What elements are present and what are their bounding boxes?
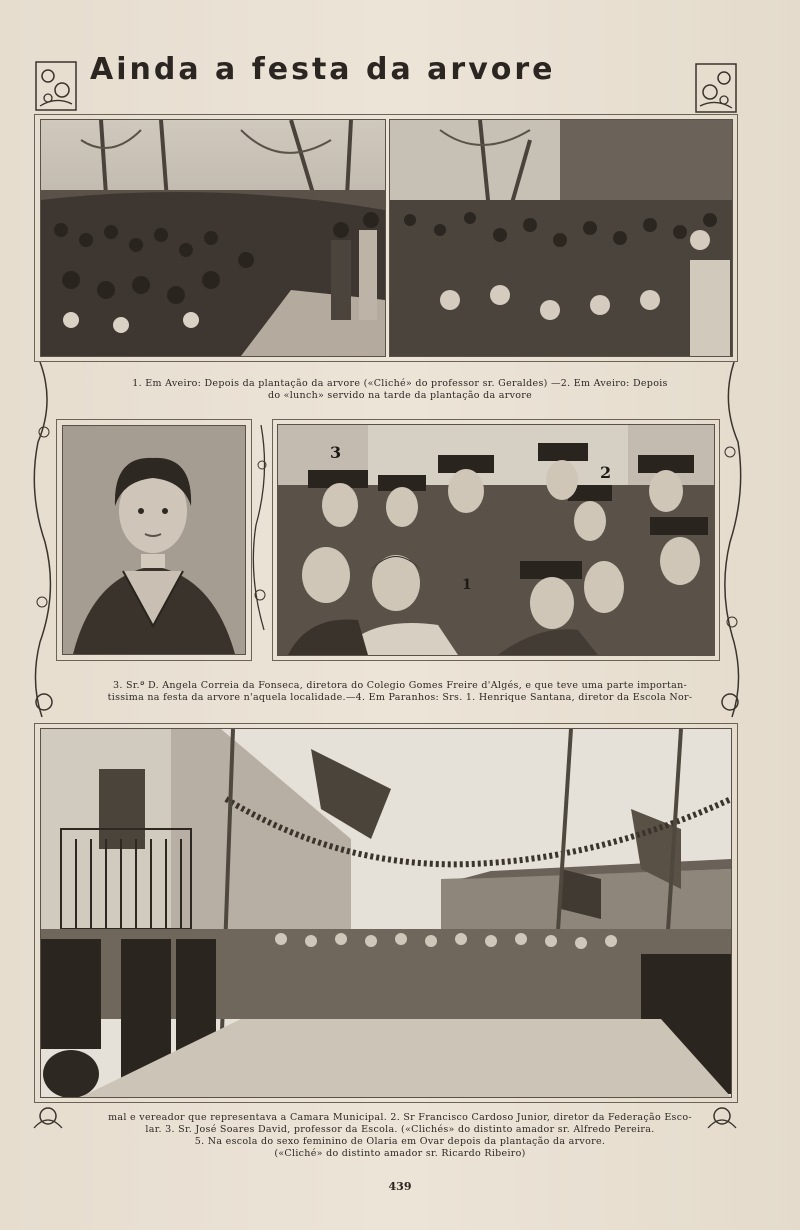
photo-portrait (62, 425, 246, 655)
vine-ornament-icon (716, 362, 746, 722)
page-number: 439 (388, 1180, 412, 1193)
crowd-scene-image (41, 120, 385, 356)
photo-marker: 2 (600, 463, 612, 482)
caption-line: tissima na festa da arvore n'aquela localidade.—4. Em Paranhos: Srs. 1. Henrique Santana, diretor da Escola Nor- (107, 692, 693, 703)
portrait-image (63, 426, 245, 654)
caption-line: 5. Na escola do sexo feminino de Olaria em Ovar depois da plantação da arvore. (194, 1136, 606, 1147)
photo-aveiro-1 (40, 119, 386, 357)
floral-ornament-icon (34, 60, 78, 112)
caption-line: («Cliché» do distinto amador sr. Ricardo Ribeiro) (274, 1148, 526, 1159)
photo-marker: 3 (330, 443, 342, 462)
caption-line: lar. 3. Sr. José Soares David, professor da Escola. («Clichés» do distinto amador sr. Alfredo Pereira. (145, 1124, 655, 1135)
vine-ornament-icon (250, 425, 272, 635)
caption-aveiro (60, 378, 740, 402)
caption-line: 1. Em Aveiro: Depois da plantação da arvore («Cliché» do professor sr. Geraldes) —2. Em Aveiro: Depois (132, 378, 668, 389)
school-courtyard-image (41, 729, 731, 1097)
caption-line: do «lunch» servido na tarde da plantação da arvore (267, 390, 533, 401)
page-title: Ainda a festa da arvore (90, 52, 556, 87)
caption-line: mal e vereador que representava a Camara Municipal. 2. Sr Francisco Cardoso Junior, diretor da Federação Esco- (108, 1112, 692, 1123)
photo-paranhos (277, 424, 715, 656)
caption-line: 3. Sr.ª D. Angela Correia da Fonseca, diretora do Colegio Gomes Freire d'Algés, e que teve uma parte importan- (112, 680, 688, 691)
group-portrait-image (278, 425, 714, 655)
photo-aveiro-2 (389, 119, 733, 357)
photo-marker: 1 (462, 577, 472, 593)
photo-olaria (40, 728, 732, 1098)
caption-paranhos-olaria (60, 1112, 740, 1160)
crowd-lunch-image (390, 120, 732, 356)
caption-portrait-paranhos (60, 680, 740, 704)
